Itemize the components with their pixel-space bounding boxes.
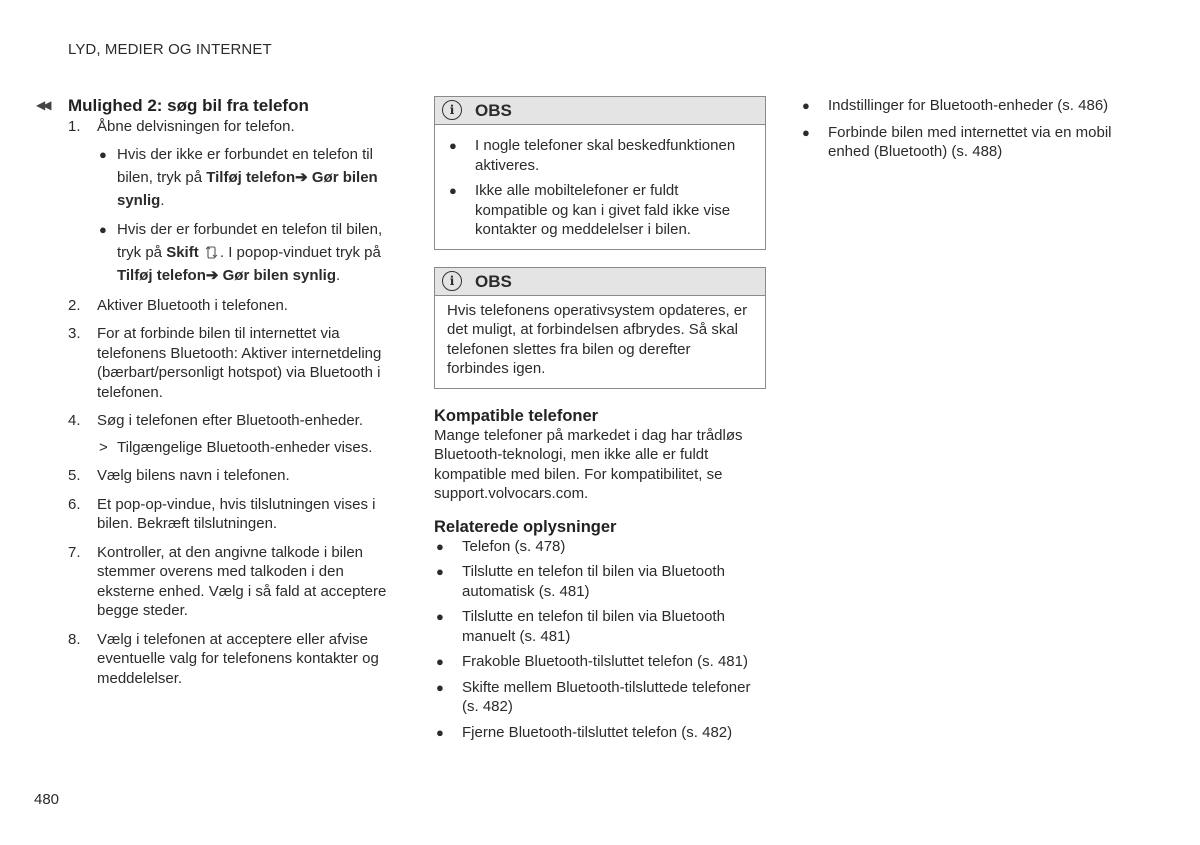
note-title: OBS xyxy=(475,271,512,291)
note-box xyxy=(434,96,766,250)
arrow-icon: ➔ xyxy=(205,266,219,284)
menu-label-add-phone: Tilføj telefon xyxy=(117,266,206,284)
menu-label-make-visible: Gør bilen synlig xyxy=(117,168,378,209)
column-right xyxy=(800,96,1130,162)
step-text: Søg i telefonen efter Bluetooth-enheder. xyxy=(97,412,364,429)
step-text: Vælg bilens navn i telefonen. xyxy=(97,467,290,484)
step-number: 2. xyxy=(68,296,81,314)
compat-text: Mange telefoner på markedet i dag har trådløs Bluetooth-teknologi, men ikke alle er fuldt kompatible med bilen. For kompatibilitet, se support.volvocars.com. xyxy=(434,426,743,502)
step-text: Kontroller, at den angivne talkode i bilen stemmer overens med talkoden i den eksterne enhed. Vælg i så fald at acceptere begge steder. xyxy=(97,543,387,619)
step-number: 5. xyxy=(68,467,81,484)
sub-item xyxy=(97,143,394,212)
step-text: Aktiver Bluetooth i telefonen. xyxy=(97,296,288,314)
note-header xyxy=(435,97,765,125)
menu-label-switch: Skift xyxy=(166,243,199,261)
step-number: 6. xyxy=(68,495,81,513)
note-list xyxy=(447,136,753,240)
step-item xyxy=(68,466,394,486)
bullet-icon: ● xyxy=(802,98,810,113)
step-item xyxy=(68,296,394,316)
result-arrow-icon: > xyxy=(99,438,108,456)
step-item xyxy=(68,495,394,534)
sub-text: Hvis der ikke er forbundet en telefon til bilen, tryk på xyxy=(117,145,373,186)
note-text: Hvis telefonens operativsystem opdateres, er det muligt, at forbindelsen afbrydes. Så skal telefonen slettes fra bilen og derefter forbindes igen. xyxy=(447,301,748,377)
related-link[interactable]: Skifte mellem Bluetooth-tilsluttede telefoner (s. 482) xyxy=(462,678,751,715)
sub-text-end: . xyxy=(336,266,341,284)
bullet-icon: ● xyxy=(99,146,107,162)
step-number: 4. xyxy=(68,412,81,429)
related-item[interactable] xyxy=(434,607,766,646)
related-list xyxy=(434,537,766,743)
sub-text: Hvis der er forbundet en telefon til bilen, tryk på xyxy=(117,220,383,261)
step-item xyxy=(68,543,394,621)
step-text: Åbne delvisningen for telefon. xyxy=(97,118,295,135)
step-number: 1. xyxy=(68,118,81,135)
compat-heading: Kompatible telefoner xyxy=(434,406,599,425)
menu-label-add-phone: Tilføj telefon xyxy=(206,168,296,186)
step-text: For at forbinde bilen til internettet via telefonens Bluetooth: Aktiver internetdeling (bærbart/personligt hotspot) via Bluetooth i telefonen. xyxy=(97,325,382,401)
step-sublist xyxy=(97,143,394,287)
bullet-icon: ● xyxy=(802,124,810,140)
related-item[interactable] xyxy=(434,537,766,557)
related-item[interactable] xyxy=(800,96,1130,116)
related-link[interactable]: Telefon (s. 478) xyxy=(462,537,566,555)
note-item xyxy=(447,136,753,175)
section-heading: Mulighed 2: søg bil fra telefon xyxy=(68,96,309,115)
step-text: Vælg i telefonen at acceptere eller afvise eventuelle valg for telefonens kontakter og meddelelser. xyxy=(97,630,379,687)
step-result xyxy=(97,438,394,458)
note-box xyxy=(434,267,766,389)
note-title: OBS xyxy=(475,101,512,120)
bullet-icon: ● xyxy=(436,538,444,554)
related-link[interactable]: Tilslutte en telefon til bilen via Bluetooth manuelt (s. 481) xyxy=(462,608,725,645)
page-number: 480 xyxy=(34,791,60,808)
related-link[interactable]: Fjerne Bluetooth-tilsluttet telefon (s. 482) xyxy=(462,723,733,741)
note-body xyxy=(435,296,765,388)
back-arrow-icon[interactable]: ◀◀ xyxy=(36,98,49,112)
related-link[interactable]: Frakoble Bluetooth-tilsluttet telefon (s. 481) xyxy=(462,653,748,670)
heading-row xyxy=(34,96,394,116)
related-heading: Relaterede oplysninger xyxy=(434,517,617,536)
step-item xyxy=(68,630,394,689)
bullet-icon: ● xyxy=(436,679,444,695)
step-number: 3. xyxy=(68,325,81,342)
switch-phone-icon xyxy=(205,245,218,259)
result-text: Tilgængelige Bluetooth-enheder vises. xyxy=(117,438,373,456)
bullet-icon: ● xyxy=(436,654,444,669)
step-item xyxy=(68,411,394,457)
step-list xyxy=(34,117,394,688)
info-icon: i xyxy=(442,271,462,291)
column-middle xyxy=(434,96,766,742)
related-link[interactable]: Tilslutte en telefon til bilen via Bluetooth automatisk (s. 481) xyxy=(462,563,725,600)
related-link[interactable]: Indstillinger for Bluetooth-enheder (s. 486) xyxy=(828,97,1109,114)
related-item[interactable] xyxy=(434,562,766,601)
note-header xyxy=(435,268,765,296)
related-link[interactable]: Forbinde bilen med internettet via en mobil enhed (Bluetooth) (s. 488) xyxy=(828,123,1112,160)
bullet-icon: ● xyxy=(436,609,444,624)
step-number: 8. xyxy=(68,630,81,648)
step-number: 7. xyxy=(68,543,81,561)
section-header: LYD, MEDIER OG INTERNET xyxy=(68,41,272,58)
bullet-icon: ● xyxy=(99,221,107,237)
step-item xyxy=(68,117,394,287)
column-left xyxy=(34,96,394,688)
related-item[interactable] xyxy=(434,652,766,672)
related-item[interactable] xyxy=(434,678,766,717)
sub-text-mid: . I popop-vinduet tryk på xyxy=(219,243,381,261)
related-list-continued xyxy=(800,96,1130,162)
related-item[interactable] xyxy=(800,123,1130,162)
bullet-icon: ● xyxy=(436,724,444,740)
arrow-icon: ➔ xyxy=(295,168,308,186)
sub-item xyxy=(97,218,394,287)
note-item xyxy=(447,181,753,240)
related-item[interactable] xyxy=(434,723,766,743)
bullet-icon: ● xyxy=(436,564,444,579)
info-icon: i xyxy=(442,100,462,120)
sub-text-end: . xyxy=(160,191,165,209)
bullet-icon: ● xyxy=(449,183,457,198)
step-item xyxy=(68,324,394,402)
bullet-icon: ● xyxy=(449,138,457,153)
menu-label-make-visible: Gør bilen synlig xyxy=(222,266,336,284)
step-text: Et pop-op-vindue, hvis tilslutningen vises i bilen. Bekræft tilslutningen. xyxy=(97,495,376,532)
note-body xyxy=(435,125,765,249)
note-text: I nogle telefoner skal beskedfunktionen aktiveres. xyxy=(475,137,736,174)
note-text: Ikke alle mobiltelefoner er fuldt kompatible og kan i givet fald ikke vise kontakter og meddelelser i bilen. xyxy=(475,182,731,238)
